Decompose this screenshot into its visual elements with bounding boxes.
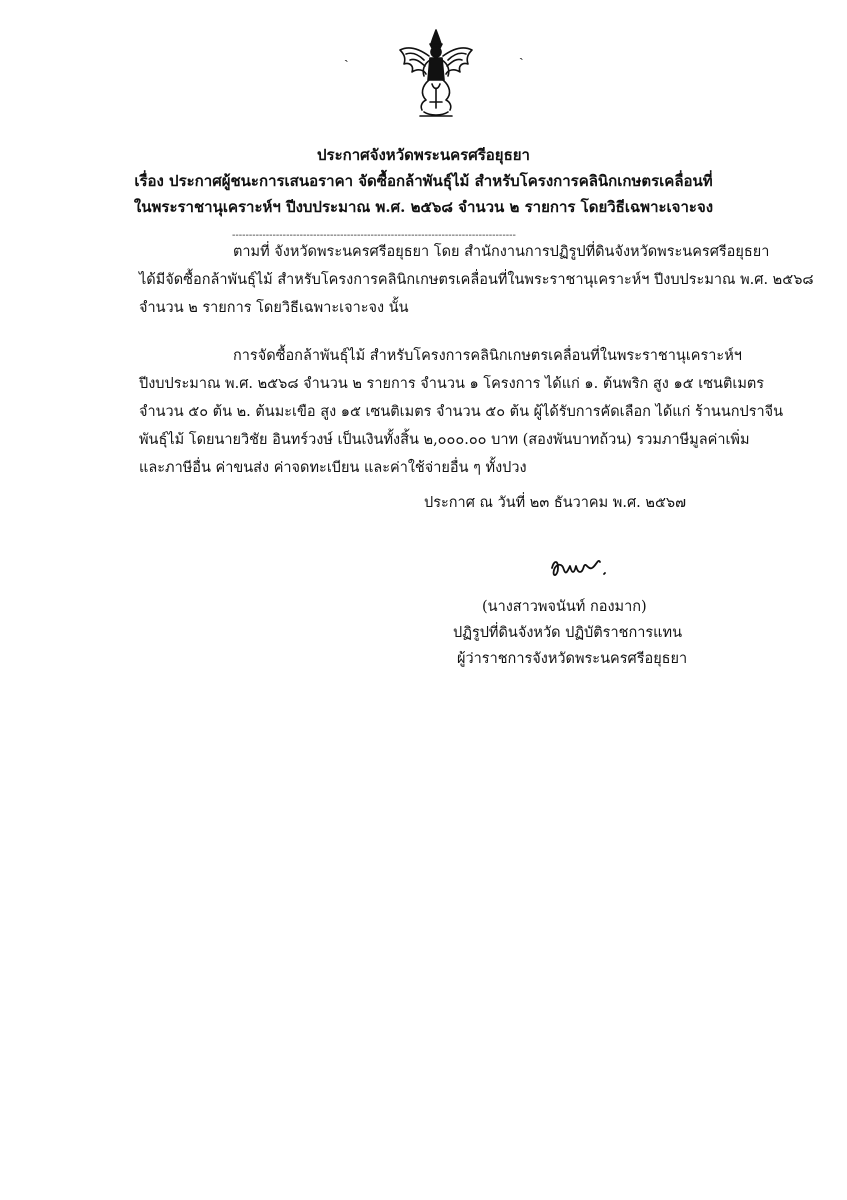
subject-line-2: ในพระราชานุเคราะห์ฯ ปีงบประมาณ พ.ศ. ๒๕๖๘ จำนวน ๒ รายการ โดยวิธีเฉพาะเจาะจง bbox=[133, 198, 714, 216]
paragraph1-line: ตามที่ จังหวัดพระนครศรีอยุธยา โดย สำนักงานการปฏิรูปที่ดินจังหวัดพระนครศรีอยุธยา bbox=[233, 244, 770, 260]
paragraph2-line: การจัดซื้อกล้าพันธุ์ไม้ สำหรับโครงการคลินิกเกษตรเคลื่อนที่ในพระราชานุเคราะห์ฯ bbox=[233, 348, 742, 364]
subject-line-1: เรื่อง ประกาศผู้ชนะการเสนอราคา จัดซื้อกล้าพันธุ์ไม้ สำหรับโครงการคลินิกเกษตรเคลื่อนที่ bbox=[134, 172, 713, 190]
paragraph2-line: และภาษีอื่น ค่าขนส่ง ค่าจดทะเบียน และค่าใช้จ่ายอื่น ๆ ทั้งปวง bbox=[139, 460, 527, 476]
scan-mark: ˎ bbox=[519, 45, 524, 61]
signer-authority: ผู้ว่าราชการจังหวัดพระนครศรีอยุธยา bbox=[457, 651, 688, 667]
handwritten-signature bbox=[544, 548, 634, 588]
garuda-emblem bbox=[396, 28, 476, 122]
paragraph1-line: จำนวน ๒ รายการ โดยวิธีเฉพาะเจาะจง นั้น bbox=[139, 300, 409, 316]
paragraph2-line: พันธุ์ไม้ โดยนายวิชัย อินทร์วงษ์ เป็นเงินทั้งสิ้น ๒,๐๐๐.๐๐ บาท (สองพันบาทถ้วน) รวมภาษีมูลค่าเพิ่ม bbox=[139, 432, 750, 448]
signer-position: ปฏิรูปที่ดินจังหวัด ปฏิบัติราชการแทน bbox=[453, 625, 682, 641]
announcement-date: ประกาศ ณ วันที่ ๒๓ ธันวาคม พ.ศ. ๒๕๖๗ bbox=[424, 495, 687, 511]
paragraph1-line: ได้มีจัดซื้อกล้าพันธุ์ไม้ สำหรับโครงการคลินิกเกษตรเคลื่อนที่ในพระราชานุเคราะห์ฯ ปีงบประมาณ พ.ศ. ๒๕๖๘ bbox=[139, 272, 814, 288]
paragraph2-line: จำนวน ๕๐ ต้น ๒. ต้นมะเขือ สูง ๑๕ เซนติเมตร จำนวน ๕๐ ต้น ผู้ได้รับการคัดเลือก ได้แก่ ร้านนกปราจีน bbox=[139, 404, 784, 420]
scan-mark: ˎ bbox=[344, 47, 349, 63]
signer-name: (นางสาวพจนันท์ กองมาก) bbox=[482, 599, 647, 615]
paragraph2-line: ปีงบประมาณ พ.ศ. ๒๕๖๘ จำนวน ๒ รายการ จำนวน ๑ โครงการ ได้แก่ ๑. ต้นพริก สูง ๑๕ เซนติเมตร bbox=[139, 376, 765, 392]
separator-line: ------------------------------------------------------------------------------------ bbox=[232, 230, 516, 241]
document-title: ประกาศจังหวัดพระนครศรีอยุธยา bbox=[317, 146, 530, 164]
